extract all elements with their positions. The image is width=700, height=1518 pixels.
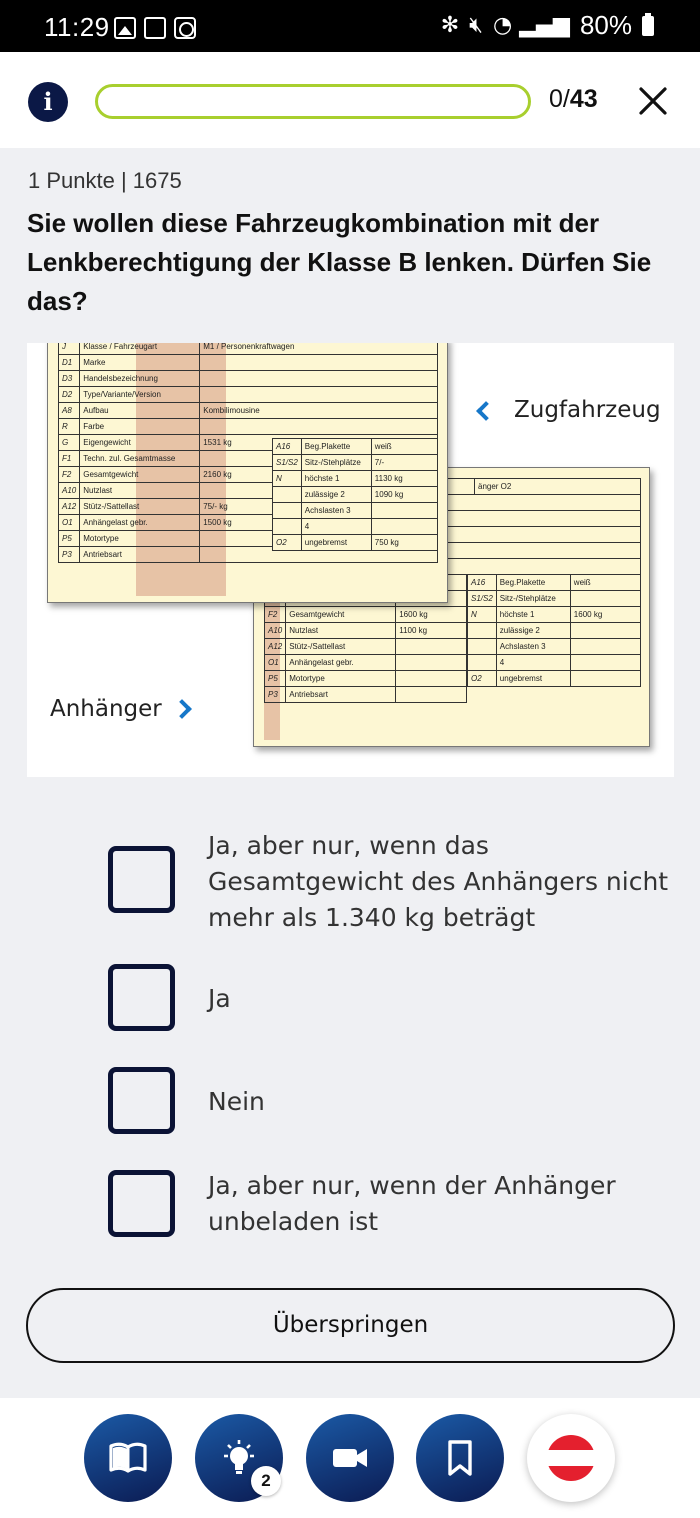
document-row [265,671,467,687]
status-time: 11:29 [44,12,110,42]
document-cell: Stütz-/Sattellast [286,639,396,655]
document-cell: 1600 kg [570,607,640,623]
document-cell: P5 [59,531,80,547]
document-cell: O2 [273,535,302,551]
document-cell [570,623,640,639]
document-cell: weiß [570,575,640,591]
document-cell: 750 kg [371,535,437,551]
document-cell [371,503,437,519]
document-row [265,687,467,703]
document-cell: Eigengewicht [80,435,200,451]
document-cell: A8 [59,403,80,419]
document-cell: weiß [371,439,437,455]
close-icon[interactable] [636,84,670,118]
document-cell: Type/Variante/Version [80,387,200,403]
document-row [468,639,641,655]
document-row [273,455,438,471]
document-cell: P5 [265,671,286,687]
document-cell: O1 [265,655,286,671]
document-cell [200,371,438,387]
document-cell: Anhängelast gebr. [286,655,396,671]
trailer-label: Anhänger [50,696,162,722]
document-cell: O2 [468,671,497,687]
mute-icon: 🔇︎ [469,12,483,38]
document-cell: Motortype [80,531,200,547]
book-icon [108,1438,148,1478]
answer-checkbox[interactable] [108,846,175,913]
document-cell: Aufbau [80,403,200,419]
document-cell [396,639,467,655]
chevron-right-icon [172,699,192,719]
document-cell: R [59,419,80,435]
document-cell: J [59,343,80,355]
document-row [59,355,438,371]
document-cell: D3 [59,371,80,387]
document-cell: A16 [468,575,497,591]
progress-bar [95,84,531,119]
document-cell: Antriebsart [80,547,200,563]
answer-checkbox[interactable] [108,1170,175,1237]
info-button[interactable]: i [28,82,68,122]
document-cell: Handelsbezeichnung [80,371,200,387]
document-row [265,623,467,639]
document-cell [200,419,438,435]
document-row [468,623,641,639]
system-icons [441,10,654,41]
document-cell: A16 [273,439,302,455]
document-cell: D2 [59,387,80,403]
document-cell [570,671,640,687]
answer-option-4[interactable] [108,1168,668,1240]
textbook-button[interactable] [84,1414,172,1502]
document-cell [468,655,497,671]
card-notification-icon [144,17,166,39]
answer-text: Ja, aber nur, wenn das Gesamtgewicht des Anhängers nicht mehr als 1.340 kg beträgt [208,831,669,932]
document-row [273,535,438,551]
document-cell: Motortype [286,671,396,687]
document-row [468,607,641,623]
document-cell: A10 [59,483,80,499]
document-cell: Beg.Plakette [496,575,570,591]
question-meta: 1 Punkte | 1675 [28,168,182,193]
bottom-navigation [0,1398,700,1518]
alarm-notification-icon [174,17,196,39]
document-cell: A12 [59,499,80,515]
answer-option-2[interactable] [108,964,668,1034]
document-cell: P3 [59,547,80,563]
document-cell: Gesamtgewicht [80,467,200,483]
document-cell: Marke [80,355,200,371]
document-row [265,655,467,671]
document-cell [200,355,438,371]
document-cell: Antriebsart [286,687,396,703]
question-figure [27,343,674,777]
bookmark-button[interactable] [416,1414,504,1502]
document-cell: D1 [59,355,80,371]
answer-option-3[interactable] [108,1067,668,1137]
document-cell [273,487,302,503]
status-bar [0,0,700,52]
document-cell: Techn. zul. Gesamtmasse [80,451,200,467]
document-cell [570,655,640,671]
document-row [59,343,438,355]
document-cell: Farbe [80,419,200,435]
document-cell [273,503,302,519]
document-cell: 1130 kg [371,471,437,487]
answer-text: Nein [208,1087,265,1116]
document-cell [200,387,438,403]
video-camera-icon [330,1438,370,1478]
document-cell: 1600 kg [396,607,467,623]
document-cell: Achslasten 3 [301,503,371,519]
signal-icon: ◔ ▂▄▆ [493,12,570,38]
document-cell: N [468,607,497,623]
document-cell: zulässige 2 [496,623,570,639]
answer-text: Ja, aber nur, wenn der Anhänger unbeladen ist [208,1171,616,1236]
document-cell: Achslasten 3 [496,639,570,655]
document-cell: F2 [265,607,286,623]
document-cell: 1100 kg [396,623,467,639]
skip-button[interactable]: Überspringen [26,1288,675,1363]
document-cell [468,639,497,655]
document-cell: F2 [59,467,80,483]
question-text: Sie wollen diese Fahrzeugkombination mit der Lenkberechtigung der Klasse B lenken. Dürfen Sie das? [27,208,652,316]
document-cell: Anhängelast gebr. [80,515,200,531]
document-row [468,671,641,687]
document-cell: O1 [59,515,80,531]
progress-current: 0/ [549,85,570,113]
notification-icons [114,17,196,39]
answer-checkbox[interactable] [108,1067,175,1134]
document-row [273,503,438,519]
document-cell: P3 [265,687,286,703]
battery-percent: 80% [579,10,632,40]
document-cell: 7/- [371,455,437,471]
document-row [59,419,438,435]
quiz-header [0,52,700,148]
trailer-header-cell: änger O2 [475,479,641,495]
document-row [273,471,438,487]
document-row [265,607,467,623]
document-cell: höchste 1 [496,607,570,623]
battery-icon [642,16,654,36]
document-cell: Klasse / Fahrzeugart [80,343,200,355]
document-cell: Sitz-/Stehplätze [301,455,371,471]
document-cell: 75/- kg [200,499,438,515]
document-cell [396,687,467,703]
document-cell: Nutzlast [286,623,396,639]
document-cell: Gesamtgewicht [286,607,396,623]
document-row [265,639,467,655]
document-cell: Sitz-/Stehplätze [496,591,570,607]
document-cell: 1090 kg [371,487,437,503]
answer-text: Ja [208,984,231,1013]
document-row [468,591,641,607]
document-cell: Stütz-/Sattellast [80,499,200,515]
document-cell [273,519,302,535]
gallery-notification-icon [114,17,136,39]
document-cell: S1/S2 [273,455,302,471]
document-cell: A10 [265,623,286,639]
document-cell: 4 [301,519,371,535]
progress-total: 43 [569,85,598,113]
hint-button[interactable] [195,1414,283,1502]
document-row [273,439,438,455]
document-cell: 2160 kg [200,467,438,483]
document-row [59,403,438,419]
chevron-left-icon [476,401,496,421]
document-cell: Beg.Plakette [301,439,371,455]
document-cell [570,591,640,607]
document-cell [570,639,640,655]
bluetooth-icon: ✻ [440,12,460,38]
document-cell: F1 [59,451,80,467]
document-cell: ungebremst [496,671,570,687]
document-cell: 1500 kg [200,515,438,531]
document-cell: 1531 kg [200,435,438,451]
document-cell: Kombilimousine [200,403,438,419]
austria-flag-icon [547,1435,595,1481]
document-cell: Nutzlast [80,483,200,499]
document-cell: zulässige 2 [301,487,371,503]
document-cell [468,623,497,639]
document-row [273,519,438,535]
document-cell: A12 [265,639,286,655]
document-cell [396,655,467,671]
document-cell: G [59,435,80,451]
document-cell: S1/S2 [468,591,497,607]
hint-count-badge: 2 [251,1466,281,1496]
document-row [468,655,641,671]
document-cell: 4 [496,655,570,671]
bookmark-icon [440,1438,480,1478]
document-cell: M1 / Personenkraftwagen [200,343,438,355]
language-button[interactable] [527,1414,615,1502]
document-cell [396,671,467,687]
tow-vehicle-registration-document [47,343,448,603]
tow-vehicle-label: Zugfahrzeug [514,397,661,423]
document-row [273,487,438,503]
document-row [468,575,641,591]
video-button[interactable] [306,1414,394,1502]
document-cell: höchste 1 [301,471,371,487]
document-cell: N [273,471,302,487]
document-row [59,387,438,403]
answer-option-1[interactable] [108,828,668,936]
document-row [59,371,438,387]
answer-checkbox[interactable] [108,964,175,1031]
document-cell [371,519,437,535]
document-cell: ungebremst [301,535,371,551]
progress-counter [549,85,598,114]
